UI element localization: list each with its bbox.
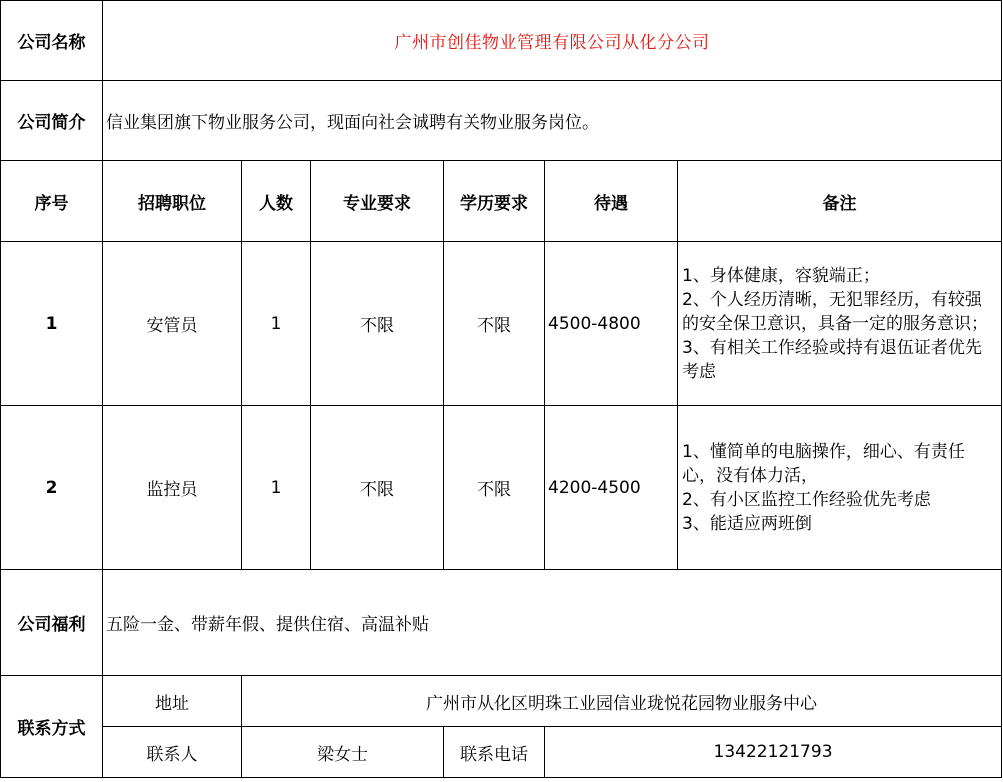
row-count: 1 <box>242 406 311 570</box>
table-row <box>1 242 1002 406</box>
note-line: 1、懂简单的电脑操作，细心、有责任心，没有体力活， <box>682 441 965 486</box>
phone-value: 13422121793 <box>545 727 1002 778</box>
note-line: 2、个人经历清晰，无犯罪经历，有较强的安全保卫意识，具备一定的服务意识； <box>682 289 988 334</box>
company-intro-label: 公司简介 <box>1 81 103 161</box>
table-header-row <box>1 161 1002 242</box>
row-education: 不限 <box>444 242 545 406</box>
row-salary: 4500-4800 <box>545 242 678 406</box>
row-education: 不限 <box>444 406 545 570</box>
row-major: 不限 <box>311 242 444 406</box>
note-line: 3、有相关工作经验或持有退伍证者优先考虑 <box>682 337 982 382</box>
note-line: 2、有小区监控工作经验优先考虑 <box>682 489 931 510</box>
header-education: 学历要求 <box>444 161 545 242</box>
row-position: 监控员 <box>103 406 242 570</box>
header-position: 招聘职位 <box>103 161 242 242</box>
contact-person-row <box>1 727 1002 778</box>
benefits-text: 五险一金、带薪年假、提供住宿、高温补贴 <box>103 570 1002 676</box>
header-major: 专业要求 <box>311 161 444 242</box>
company-intro-row <box>1 81 1002 161</box>
header-count: 人数 <box>242 161 311 242</box>
row-no: 2 <box>1 406 103 570</box>
row-count: 1 <box>242 242 311 406</box>
row-position: 安管员 <box>103 242 242 406</box>
company-name-row <box>1 1 1002 81</box>
person-value: 梁女士 <box>242 727 444 778</box>
row-salary: 4200-4500 <box>545 406 678 570</box>
row-notes <box>678 242 1002 406</box>
address-label: 地址 <box>103 676 242 727</box>
person-label: 联系人 <box>103 727 242 778</box>
row-no: 1 <box>1 242 103 406</box>
benefits-label: 公司福利 <box>1 570 103 676</box>
company-intro: 信业集团旗下物业服务公司，现面向社会诚聘有关物业服务岗位。 <box>103 81 1002 161</box>
row-notes <box>678 406 1002 570</box>
note-line: 3、能适应两班倒 <box>682 513 812 534</box>
phone-label: 联系电话 <box>444 727 545 778</box>
header-no: 序号 <box>1 161 103 242</box>
note-line: 1、身体健康，容貌端正； <box>682 265 880 286</box>
header-salary: 待遇 <box>545 161 678 242</box>
address-value: 广州市从化区明珠工业园信业珑悦花园物业服务中心 <box>242 676 1002 727</box>
header-notes: 备注 <box>678 161 1002 242</box>
benefits-row <box>1 570 1002 676</box>
row-major: 不限 <box>311 406 444 570</box>
table-row <box>1 406 1002 570</box>
contact-address-row <box>1 676 1002 727</box>
company-name: 广州市创佳物业管理有限公司从化分公司 <box>103 1 1002 81</box>
contact-label: 联系方式 <box>1 676 103 778</box>
company-name-label: 公司名称 <box>1 1 103 81</box>
